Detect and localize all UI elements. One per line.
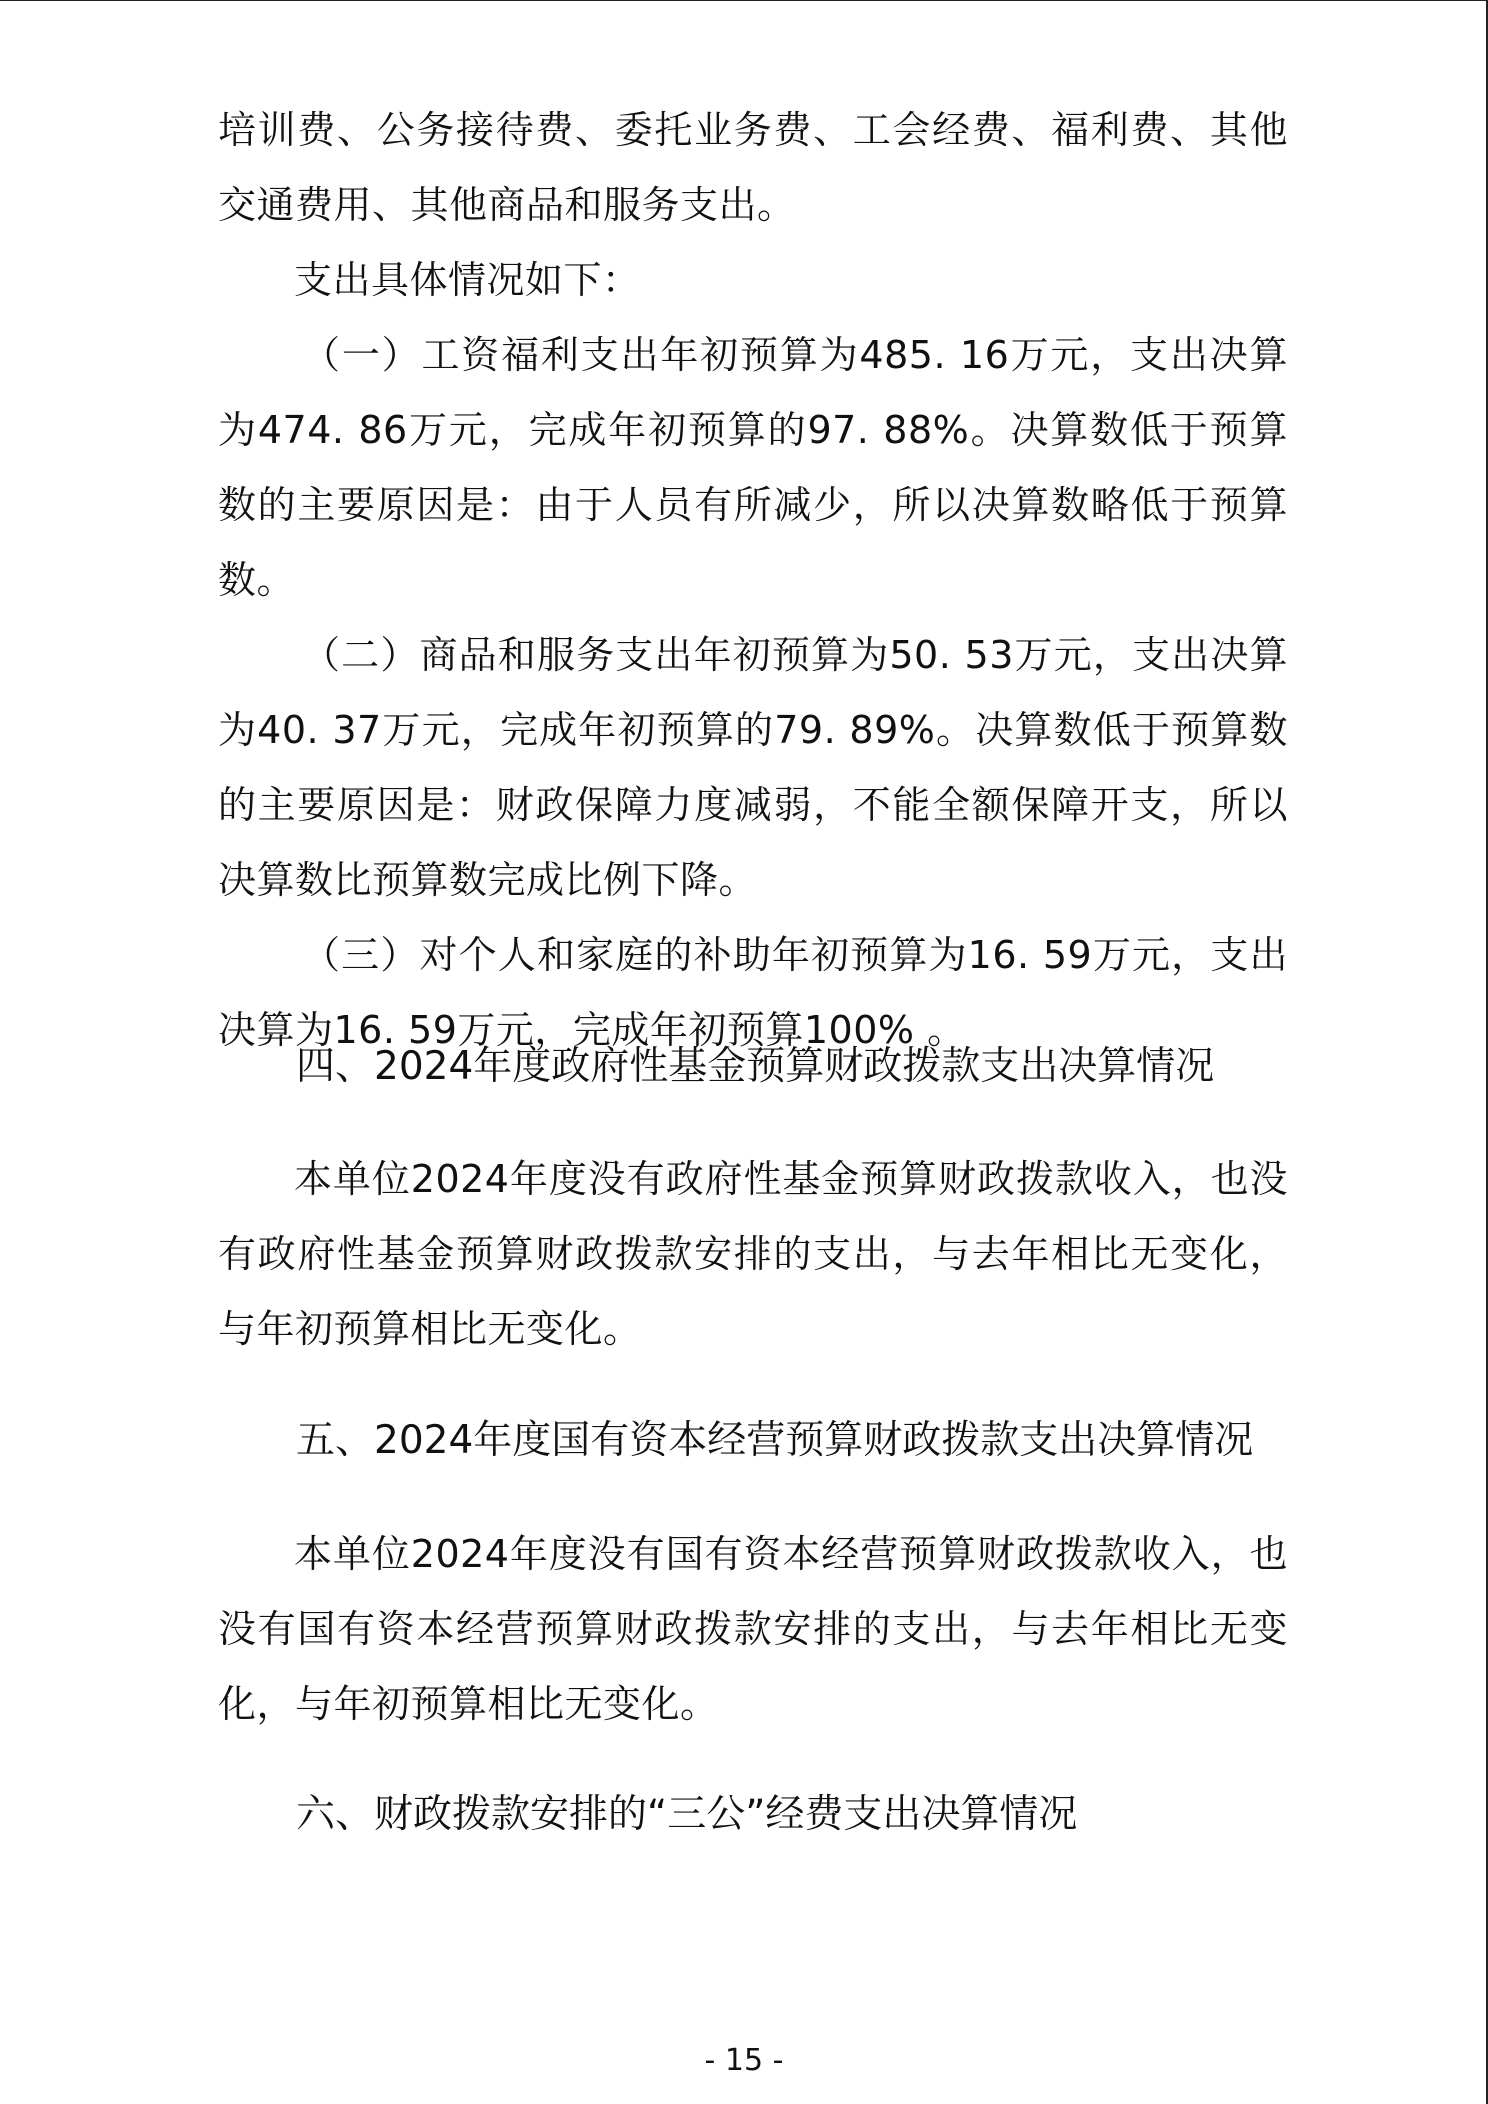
paragraph-goods-services: （二）商品和服务支出年初预算为50. 53万元，支出决算为40. 37万元，完成年初预算的79. 89%。决算数低于预算数的主要原因是：财政保障力度减弱，不能全额保障开支，所以决算数比预算数完成比例下降。 [218,633,1288,902]
heading-state-capital: 五、2024年度国有资本经营预算财政拨款支出决算情况 [296,1418,1254,1463]
paragraph-government-fund: 本单位2024年度没有政府性基金预算财政拨款收入，也没有政府性基金预算财政拨款安排的支出，与去年相比无变化，与年初预算相比无变化。 [218,1157,1288,1351]
paragraph-expense-items: 培训费、公务接待费、委托业务费、工会经费、福利费、其他交通费用、其他商品和服务支出。 [218,108,1288,227]
page-number: - 15 - [704,2043,784,2078]
paragraph-salary-welfare: （一）工资福利支出年初预算为485. 16万元，支出决算为474. 86万元，完成年初预算的97. 88%。决算数低于预算数的主要原因是：由于人员有所减少，所以决算数略低于预算数。 [218,333,1288,602]
paragraph-details-intro: 支出具体情况如下： [294,258,641,302]
heading-three-public-expenses: 六、财政拨款安排的“三公”经费支出决算情况 [296,1792,1078,1837]
section-state-capital [218,1517,1288,1742]
paragraph-subsidies: （三）对个人和家庭的补助年初预算为16. 59万元，支出决算为16. 59万元，完成年初预算100% 。 [218,933,1288,1052]
section-government-fund [218,1142,1288,1367]
section-intro [218,93,1288,1068]
heading-government-fund: 四、2024年度政府性基金预算财政拨款支出决算情况 [296,1044,1215,1089]
paragraph-state-capital: 本单位2024年度没有国有资本经营预算财政拨款收入，也没有国有资本经营预算财政拨款安排的支出，与去年相比无变化，与年初预算相比无变化。 [218,1532,1288,1726]
